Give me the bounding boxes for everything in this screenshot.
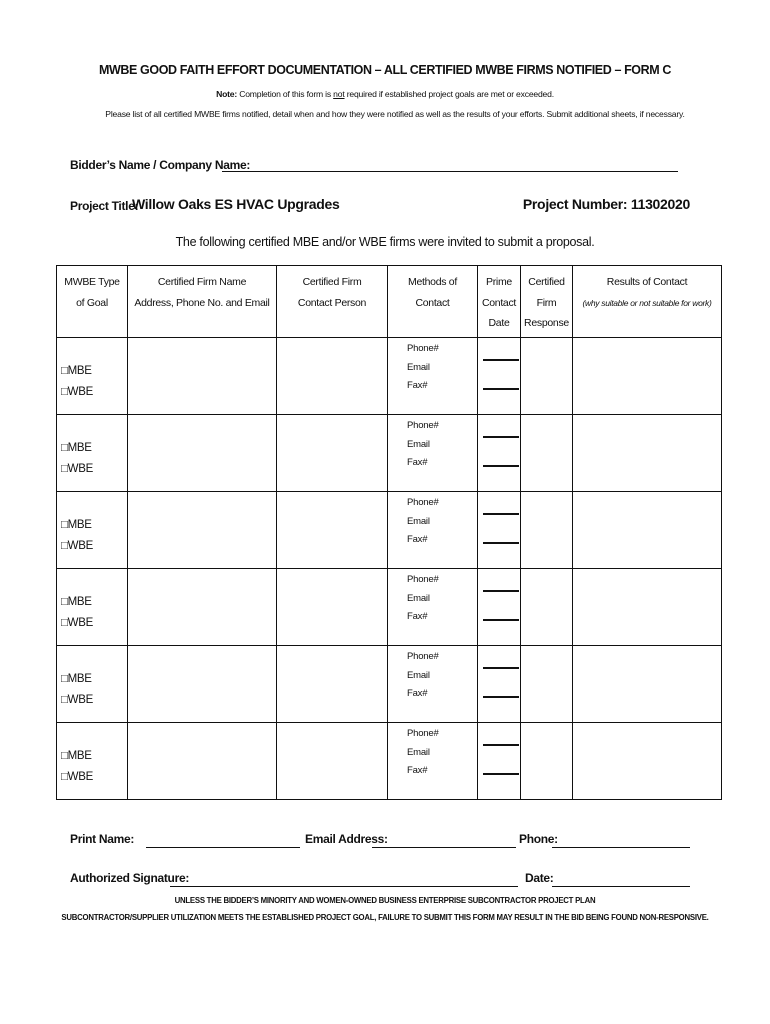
- date-line: [483, 465, 519, 467]
- firm-response-cell[interactable]: [521, 723, 573, 800]
- date-line: [483, 359, 519, 361]
- results-cell[interactable]: [573, 338, 722, 415]
- contact-person-cell[interactable]: [277, 569, 388, 646]
- methods-cell: [388, 415, 478, 492]
- disclaimer-line-1: UNLESS THE BIDDER’S MINORITY AND WOMEN-OWNED BUSINESS ENTERPRISE SUBCONTRACTOR PROJECT PLAN: [174, 896, 596, 905]
- date-line: [483, 744, 519, 746]
- firms-table: [56, 265, 722, 800]
- results-cell[interactable]: [573, 646, 722, 723]
- date-line: [483, 513, 519, 515]
- date-line: [483, 667, 519, 669]
- date-field[interactable]: [552, 886, 690, 887]
- email-method-label: Email: [407, 438, 430, 450]
- email-method-label: Email: [407, 592, 430, 604]
- contact-date-cell[interactable]: [478, 646, 521, 723]
- bidder-name-field[interactable]: [222, 171, 678, 172]
- mbe-checkbox[interactable]: □MBE: [61, 596, 92, 608]
- phone-label: Phone:: [519, 832, 558, 846]
- results-cell[interactable]: [573, 569, 722, 646]
- date-line: [483, 696, 519, 698]
- mbe-checkbox[interactable]: □MBE: [61, 750, 92, 762]
- methods-cell: [388, 569, 478, 646]
- date-line: [483, 619, 519, 621]
- methods-cell: [388, 338, 478, 415]
- header-contact-date: Prime Contact Date: [478, 266, 521, 338]
- contact-person-cell[interactable]: [277, 415, 388, 492]
- contact-person-cell[interactable]: [277, 646, 388, 723]
- email-address-field[interactable]: [372, 847, 516, 848]
- fax-method-label: Fax#: [407, 611, 428, 622]
- goal-cell: [57, 646, 128, 723]
- intro-text: The following certified MBE and/or WBE firms were invited to submit a proposal.: [175, 235, 595, 249]
- print-name-field[interactable]: [146, 847, 300, 848]
- fax-method-label: Fax#: [407, 765, 428, 776]
- wbe-checkbox[interactable]: □WBE: [61, 386, 93, 398]
- note-label: Note:: [216, 89, 238, 99]
- mbe-checkbox[interactable]: □MBE: [61, 673, 92, 685]
- bidder-name-label: Bidder’s Name / Company Name:: [70, 158, 251, 172]
- firm-response-cell[interactable]: [521, 569, 573, 646]
- contact-person-cell[interactable]: [277, 723, 388, 800]
- email-address-label: Email Address:: [305, 832, 388, 846]
- print-name-label: Print Name:: [70, 832, 135, 846]
- form-instructions: Please list of all certified MWBE firms notified, detail when and how they were notified as well as the results of your efforts. Submit additional sheets, if necessary.: [105, 109, 685, 119]
- fax-method-label: Fax#: [407, 380, 428, 391]
- header-results: Results of Contact (why suitable or not suitable for work): [573, 266, 722, 338]
- firm-response-cell[interactable]: [521, 415, 573, 492]
- methods-cell: [388, 723, 478, 800]
- goal-cell: [57, 338, 128, 415]
- wbe-checkbox[interactable]: □WBE: [61, 463, 93, 475]
- goal-cell: [57, 415, 128, 492]
- firm-name-cell[interactable]: [128, 415, 277, 492]
- firm-name-cell[interactable]: [128, 723, 277, 800]
- wbe-checkbox[interactable]: □WBE: [61, 617, 93, 629]
- wbe-checkbox[interactable]: □WBE: [61, 540, 93, 552]
- goal-cell: [57, 492, 128, 569]
- phone-method-label: Phone#: [407, 728, 439, 739]
- header-contact-person: Certified Firm Contact Person: [277, 266, 388, 338]
- date-line: [483, 773, 519, 775]
- table-row: [57, 492, 722, 569]
- phone-method-label: Phone#: [407, 497, 439, 508]
- form-title: MWBE GOOD FAITH EFFORT DOCUMENTATION – ALL CERTIFIED MWBE FIRMS NOTIFIED – FORM C: [99, 63, 671, 77]
- contact-date-cell[interactable]: [478, 415, 521, 492]
- contact-person-cell[interactable]: [277, 338, 388, 415]
- date-line: [483, 436, 519, 438]
- date-line: [483, 590, 519, 592]
- authorized-signature-label: Authorized Signature:: [70, 871, 190, 885]
- goal-cell: [57, 723, 128, 800]
- email-method-label: Email: [407, 515, 430, 527]
- table-row: [57, 338, 722, 415]
- table-header-row: [57, 266, 722, 338]
- mbe-checkbox[interactable]: □MBE: [61, 442, 92, 454]
- note-text-post: required if established project goals are met or exceeded.: [344, 89, 554, 99]
- phone-method-label: Phone#: [407, 651, 439, 662]
- header-methods: Methods of Contact: [388, 266, 478, 338]
- project-title-value: Willow Oaks ES HVAC Upgrades: [132, 196, 340, 212]
- phone-method-label: Phone#: [407, 574, 439, 585]
- phone-method-label: Phone#: [407, 420, 439, 431]
- header-firm: Certified Firm Name Address, Phone No. and Email: [128, 266, 277, 338]
- contact-person-cell[interactable]: [277, 492, 388, 569]
- table-row: [57, 723, 722, 800]
- authorized-signature-field[interactable]: [170, 886, 518, 887]
- goal-cell: [57, 569, 128, 646]
- phone-method-label: Phone#: [407, 343, 439, 354]
- fax-method-label: Fax#: [407, 534, 428, 545]
- contact-date-cell[interactable]: [478, 723, 521, 800]
- email-method-label: Email: [407, 361, 430, 373]
- fax-method-label: Fax#: [407, 688, 428, 699]
- results-cell[interactable]: [573, 723, 722, 800]
- firm-name-cell[interactable]: [128, 569, 277, 646]
- table-row: [57, 646, 722, 723]
- firm-name-cell[interactable]: [128, 492, 277, 569]
- project-title-label: Project Title:: [70, 199, 139, 213]
- table-row: [57, 569, 722, 646]
- firm-response-cell[interactable]: [521, 492, 573, 569]
- contact-date-cell[interactable]: [478, 492, 521, 569]
- contact-date-cell[interactable]: [478, 569, 521, 646]
- project-number: Project Number: 11302020: [522, 196, 690, 212]
- wbe-checkbox[interactable]: □WBE: [61, 694, 93, 706]
- results-cell[interactable]: [573, 415, 722, 492]
- firm-response-cell[interactable]: [521, 338, 573, 415]
- mbe-checkbox[interactable]: □MBE: [61, 365, 92, 377]
- wbe-checkbox[interactable]: □WBE: [61, 771, 93, 783]
- date-line: [483, 542, 519, 544]
- methods-cell: [388, 646, 478, 723]
- table-row: [57, 415, 722, 492]
- email-method-label: Email: [407, 669, 430, 681]
- firm-response-cell[interactable]: [521, 646, 573, 723]
- note-text-pre: Completion of this form is: [237, 89, 334, 99]
- methods-cell: [388, 492, 478, 569]
- firm-name-cell[interactable]: [128, 646, 277, 723]
- header-response: Certified Firm Response: [521, 266, 573, 338]
- header-goal: MWBE Type of Goal: [57, 266, 128, 338]
- firm-name-cell[interactable]: [128, 338, 277, 415]
- date-line: [483, 388, 519, 390]
- phone-field[interactable]: [552, 847, 690, 848]
- mbe-checkbox[interactable]: □MBE: [61, 519, 92, 531]
- fax-method-label: Fax#: [407, 457, 428, 468]
- note-not-word: not: [333, 89, 345, 99]
- email-method-label: Email: [407, 746, 430, 758]
- results-cell[interactable]: [573, 492, 722, 569]
- contact-date-cell[interactable]: [478, 338, 521, 415]
- form-note: [0, 89, 770, 99]
- disclaimer-line-2: SUBCONTRACTOR/SUPPLIER UTILIZATION MEETS THE ESTABLISHED PROJECT GOAL, FAILURE TO SUBMIT THIS FORM MAY RESULT IN THE BID BEING FOUND NON-RESPONSIVE.: [61, 913, 709, 922]
- date-label: Date:: [525, 871, 554, 885]
